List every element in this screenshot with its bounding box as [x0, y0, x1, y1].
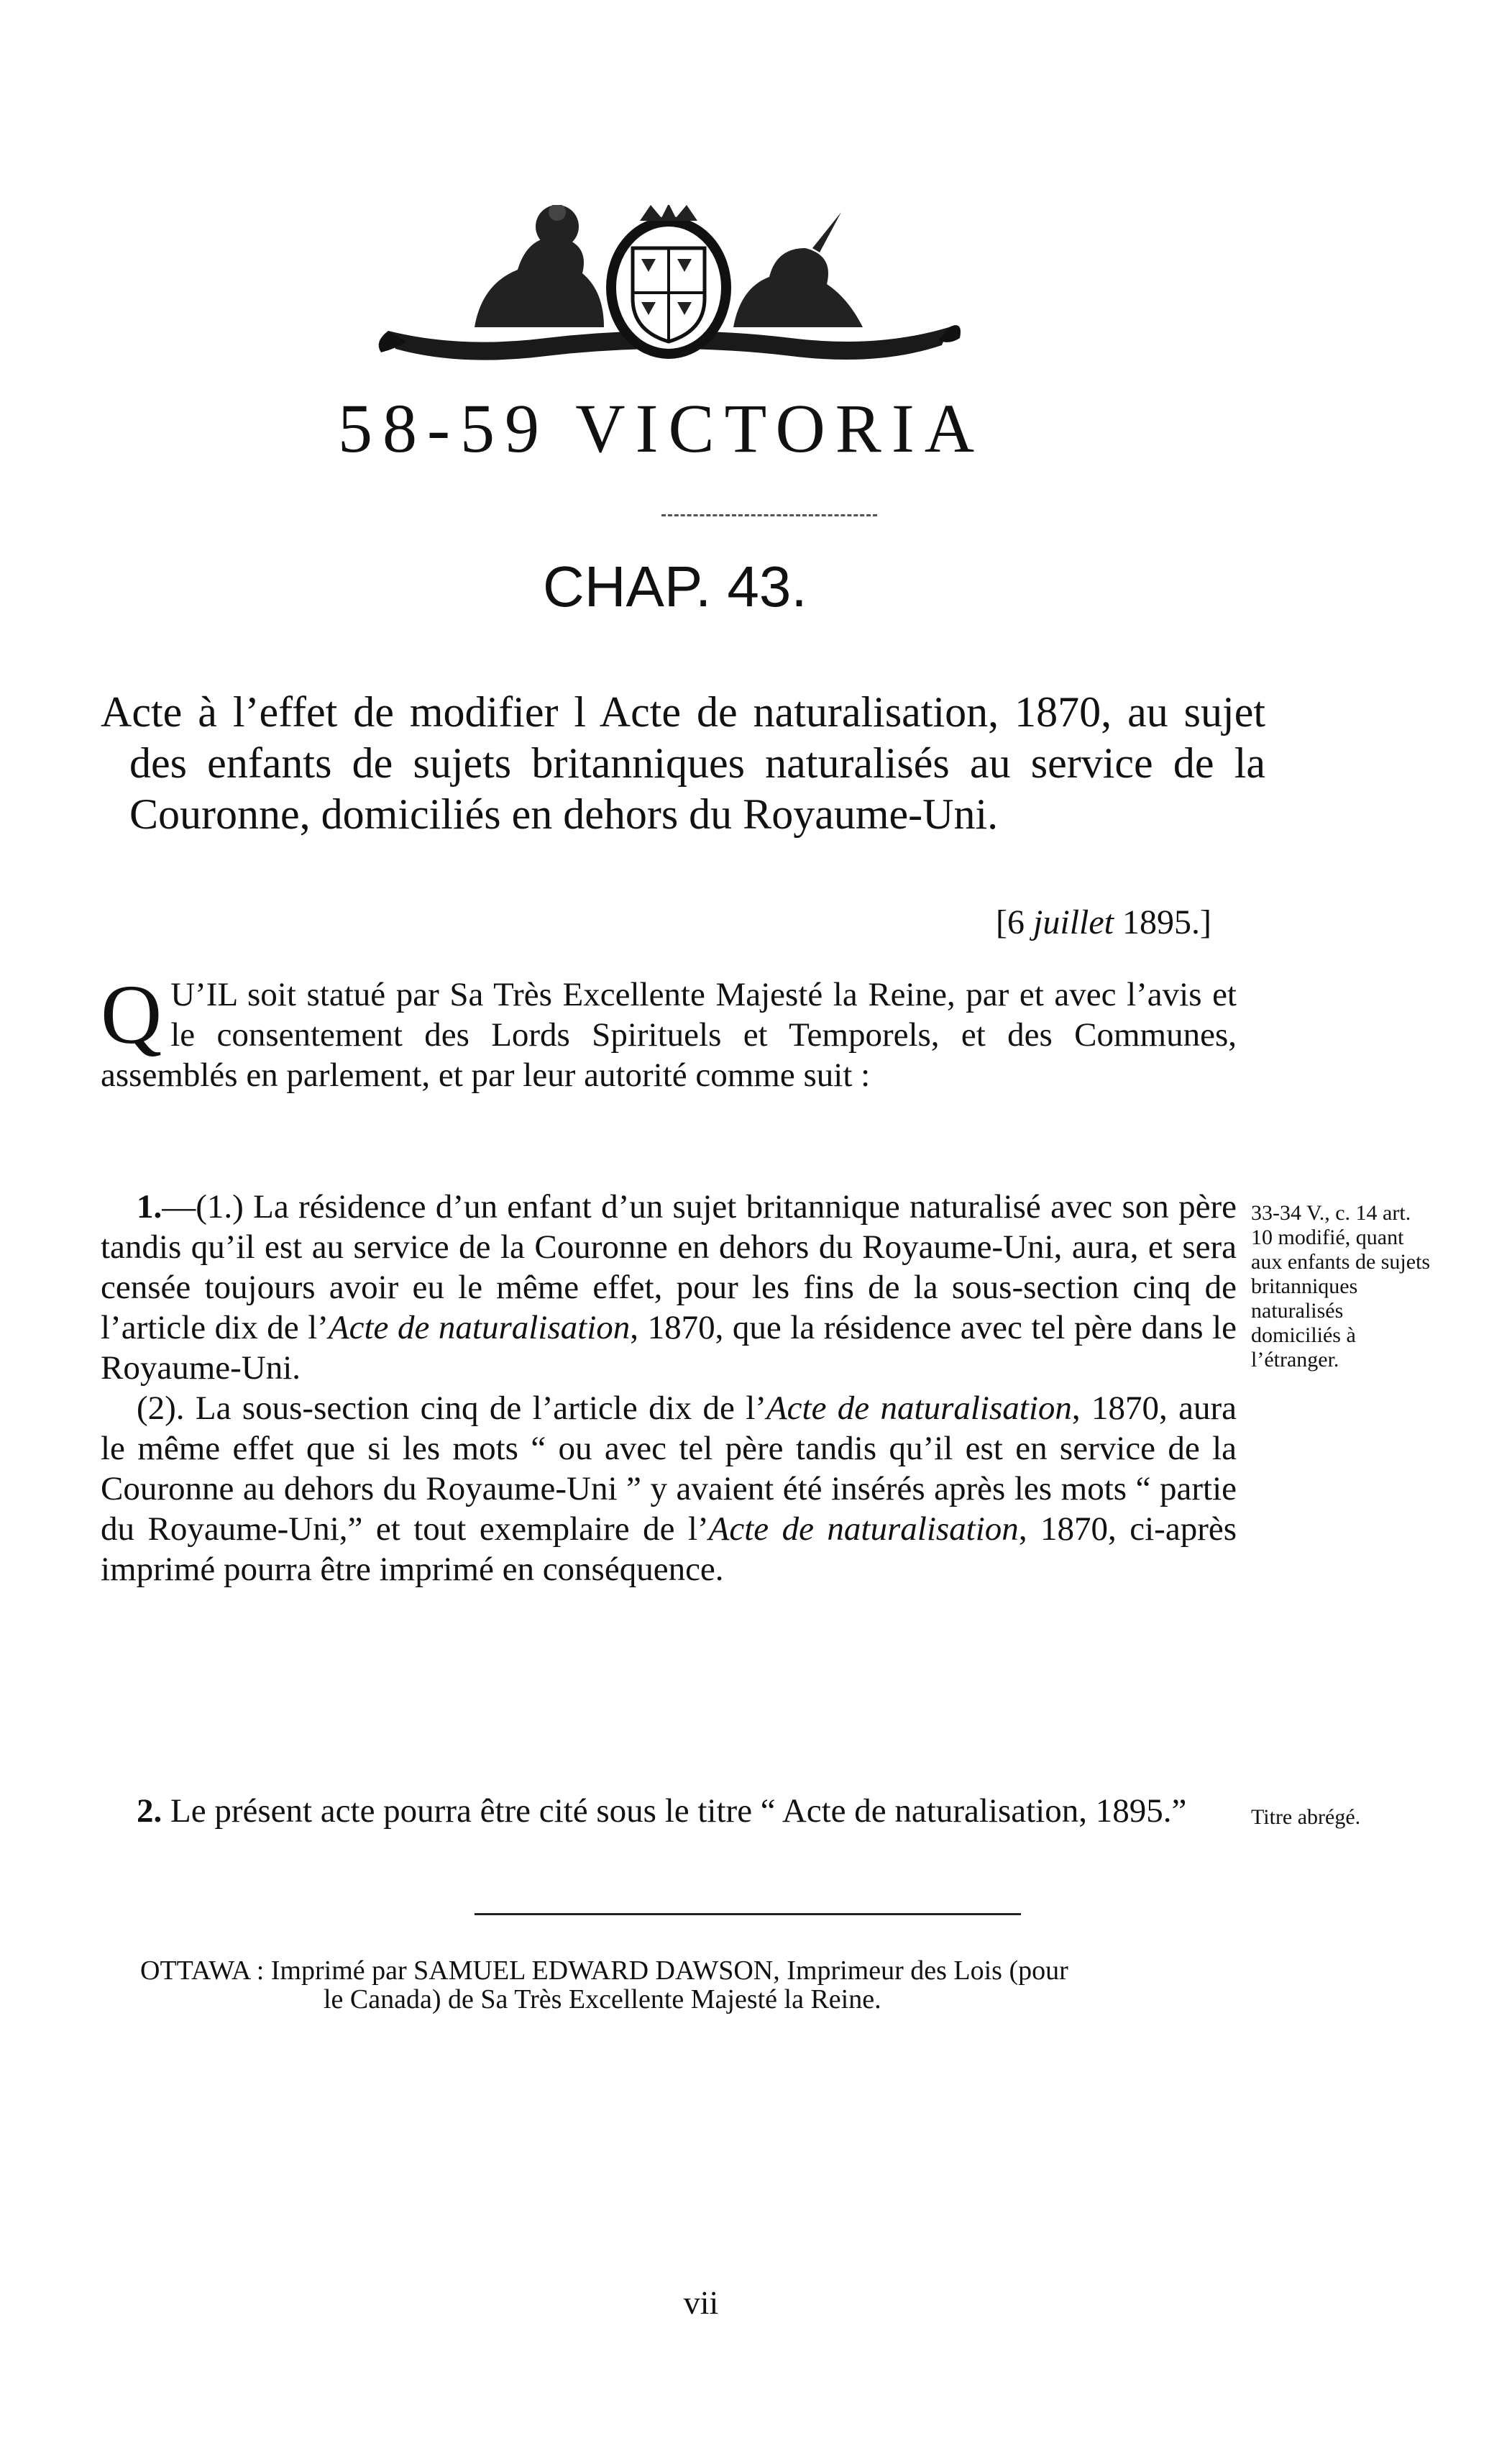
page-number: vii [683, 2284, 719, 2321]
act-citation: Acte de naturalisation [708, 1510, 1019, 1548]
act-citation: Acte de naturalisation [328, 1309, 631, 1346]
section-1-subsection-2 [101, 1388, 1237, 1589]
margin-note-section-2: Titre abrégé. [1251, 1805, 1361, 1829]
assent-date [895, 903, 1211, 942]
act-long-title: Acte à l’effet de modifier l Acte de naturalisation, 1870, au sujet des enfants de sujets britanniques naturalisés au service de la Couronne, domiciliés en dehors du Royaume-Uni. [101, 688, 1265, 838]
printer-imprint [140, 1956, 1219, 2014]
date-month: juillet [1033, 903, 1114, 941]
margin-note-section-1: 33-34 V., c. 14 art. 10 modifié, quant aux enfants de sujets britanniques naturalisés domiciliés à l’étranger. [1251, 1201, 1431, 1372]
section-number: 2. [137, 1792, 162, 1830]
imprint-line-2: le Canada) de Sa Très Excellente Majesté la Reine. [324, 1984, 881, 2014]
section-1 [101, 1187, 1237, 1589]
section-number: 1. [137, 1188, 162, 1226]
enacting-text: U’IL soit statué par Sa Très Excellente Majesté la Reine, par et avec l’avis et le consentement des Lords Spirituels et Temporels, et des Communes, assemblés en parlement, et par leur autorité comme suit : [101, 976, 1237, 1094]
chapter-heading: CHAP. 43. [543, 555, 807, 619]
enacting-clause [101, 967, 1237, 1095]
section-2-text [101, 1791, 1237, 1831]
section-text: (2). La sous-section cinq de l’article dix de l’ [137, 1389, 766, 1427]
date-close: 1895.] [1114, 903, 1211, 941]
royal-coat-of-arms-icon [374, 205, 963, 370]
section-text: , 1870, que la résidence avec tel père dans le Royaume-Uni. [101, 1309, 1237, 1387]
imprint-line-1: OTTAWA : Imprimé par SAMUEL EDWARD DAWSON, Imprimeur des Lois (pour [140, 1956, 1068, 1986]
reign-heading: 58-59 VICTORIA [338, 390, 985, 467]
section-1-subsection-1 [101, 1187, 1237, 1388]
ornamental-rule [661, 514, 877, 516]
section-text: —(1.) La résidence d’un enfant d’un sujet britannique naturalisé avec son père tandis qu’il est au service de la Couronne en dehors du Royaume-Uni, aura, et sera censée toujours avoir eu le même effet, pour les fins de la sous-section cinq de l’article dix de l’ [101, 1188, 1237, 1346]
date-open: [6 [996, 903, 1034, 941]
section-2 [101, 1791, 1237, 1831]
act-citation: Acte de naturalisation [766, 1389, 1072, 1427]
divider-rule [475, 1913, 1021, 1915]
section-text: , 1870, ci-après imprimé pourra être imprimé en conséquence. [101, 1510, 1237, 1588]
section-text: , 1870, aura le même effet que si les mots “ ou avec tel père tandis qu’il est en service de la Couronne au dehors du Royaume-Uni ” y avaient été insérés après les mots “ partie du Royaume-Uni,” et tout exemplaire de l’ [101, 1389, 1237, 1548]
drop-cap: Q [101, 967, 162, 1062]
section-text: Le présent acte pourra être cité sous le titre “ Acte de naturalisation, 1895.” [162, 1792, 1187, 1830]
